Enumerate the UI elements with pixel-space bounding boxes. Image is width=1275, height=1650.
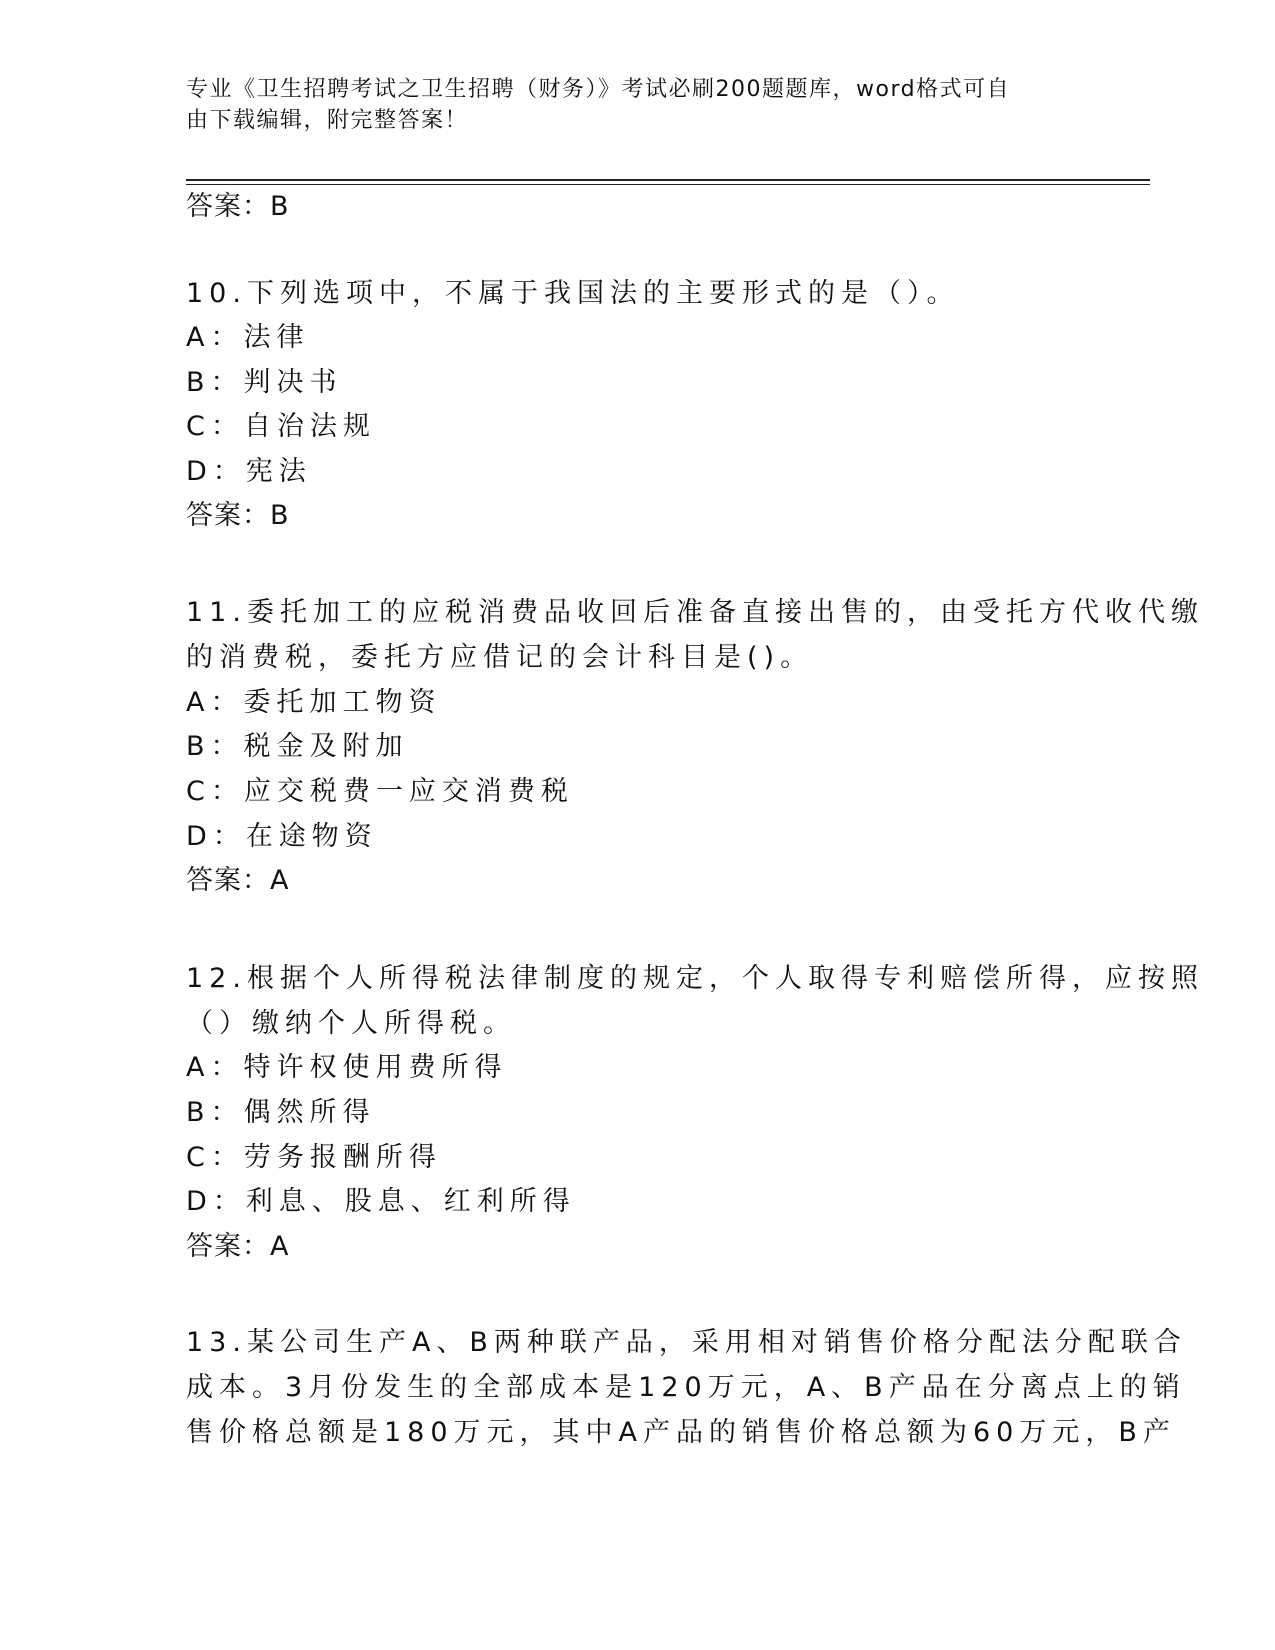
q13-stem-line-1: 13.某公司生产A、B两种联产品，采用相对销售价格分配法分配联合 [186, 1327, 1187, 1358]
q12-answer: 答案：A [186, 1231, 290, 1262]
q10-stem: 10.下列选项中，不属于我国法的主要形式的是（）。 [186, 278, 960, 309]
q11-option-a: A：委托加工物资 [186, 687, 442, 718]
q11-option-b: B：税金及附加 [186, 731, 409, 762]
q10-option-b: B：判决书 [186, 367, 343, 398]
q10-option-c: C：自治法规 [186, 411, 376, 442]
q11-option-c: C：应交税费一应交消费税 [186, 776, 574, 807]
q10-option-d: D：宪法 [186, 456, 312, 487]
page-header [186, 74, 1066, 136]
header-rule-thin [186, 184, 1150, 185]
q12-option-a: A：特许权使用费所得 [186, 1052, 508, 1083]
q11-answer: 答案：A [186, 865, 290, 896]
q13-stem-line-2: 成本。3月份发生的全部成本是120万元，A、B产品在分离点上的销 [186, 1372, 1186, 1403]
q11-option-d: D：在途物资 [186, 821, 378, 852]
q10-answer: 答案：B [186, 500, 290, 531]
q10-option-a: A：法律 [186, 322, 310, 353]
q12-stem-line-2: （）缴纳个人所得税。 [186, 1008, 516, 1039]
q12-option-d: D：利息、股息、红利所得 [186, 1186, 576, 1217]
header-line-1: 专业《卫生招聘考试之卫生招聘（财务）》考试必刷200题题库，word格式可自 [186, 77, 1011, 102]
q11-stem-line-2: 的消费税，委托方应借记的会计科目是()。 [186, 642, 814, 673]
q13-stem-line-3: 售价格总额是180万元，其中A产品的销售价格总额为60万元，B产 [186, 1417, 1176, 1448]
q12-stem-line-1: 12.根据个人所得税法律制度的规定，个人取得专利赔偿所得，应按照 [186, 963, 1204, 994]
prev-answer: 答案：B [186, 191, 290, 222]
header-rule-thick [186, 179, 1150, 181]
q12-option-c: C：劳务报酬所得 [186, 1142, 442, 1173]
header-line-2: 由下载编辑，附完整答案！ [186, 108, 469, 133]
q12-option-b: B：偶然所得 [186, 1097, 376, 1128]
q11-stem-line-1: 11.委托加工的应税消费品收回后准备直接出售的，由受托方代收代缴 [186, 597, 1204, 628]
